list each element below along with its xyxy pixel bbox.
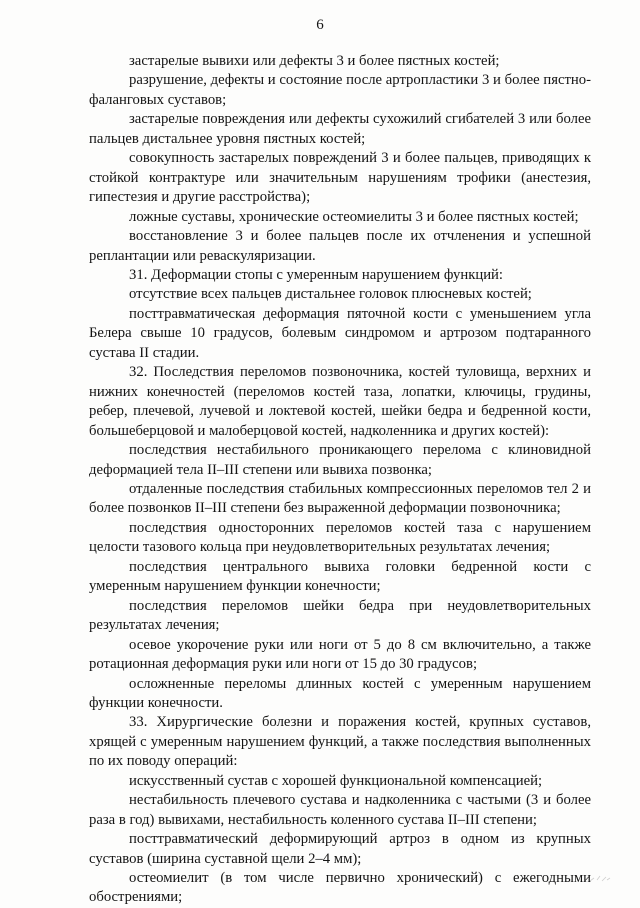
paragraph: совокупность застарелых повреждений 3 и более пальцев, приводящих к стойкой контрактуре или значительным нарушениям трофики (анестезия, гипестезия и другие расстройства); [89, 150, 591, 206]
paragraph: восстановление 3 и более пальцев после их отчленения и успешной реплантации или реваскуляризации. [89, 228, 591, 264]
document-body [89, 52, 591, 908]
paragraph: последствия центрального вывиха головки бедренной кости с умеренным нарушением функции конечности; [89, 558, 591, 595]
paragraph: посттравматический деформирующий артроз в одном из крупных суставов (ширина суставной щели 2–4 мм); [89, 831, 591, 867]
section-heading-33: 33. Хирургические болезни и поражения костей, крупных суставов, хрящей с умеренным нарушением функций, а также последствия выполненных по их поводу операций: [89, 714, 591, 770]
paragraph: разрушение, дефекты и состояние после артропластики 3 и более пястно-фаланговых суставов; [89, 72, 591, 108]
paragraph: посттравматическая деформация пяточной кости с уменьшением угла Белера свыше 10 градусов, болевым синдромом и артрозом подтаранного сустава II стадии. [89, 305, 591, 361]
paragraph: ложные суставы, хронические остеомиелиты 3 и более пястных костей; [129, 208, 579, 225]
section-heading-31: 31. Деформации стопы с умеренным нарушением функций: [129, 266, 503, 283]
page-number: 6 [316, 17, 324, 33]
paragraph: последствия нестабильного проникающего перелома с клиновидной деформацией тела II–III степени или вывиха позвонка; [89, 442, 591, 478]
paragraph: застарелые вывихи или дефекты 3 и более пястных костей; [129, 53, 500, 69]
paragraph: остеомиелит (в том числе первично хронический) с ежегодными обострениями; [89, 870, 591, 906]
paragraph: осевое укорочение руки или ноги от 5 до 8 см включительно, а также ротационная деформация руки или ноги от 15 до 30 градусов; [89, 636, 591, 673]
scan-artifact-mark [588, 872, 612, 884]
paragraph: отсутствие всех пальцев дистальнее головок плюсневых костей; [129, 286, 532, 303]
paragraph: осложненные переломы длинных костей с умеренным нарушением функции конечности. [89, 675, 591, 711]
paragraph: застарелые повреждения или дефекты сухожилий сгибателей 3 или более пальцев дистальнее уровня пястных костей; [89, 111, 591, 147]
paragraph: последствия односторонних переломов костей таза с нарушением целости тазового кольца при неудовлетворительных результатах лечения; [89, 519, 591, 556]
paragraph: отдаленные последствия стабильных компрессионных переломов тел 2 и более позвонков II–III степени без выраженной деформации позвоночника; [89, 480, 591, 517]
paragraph: искусственный сустав с хорошей функциональной компенсацией; [129, 772, 543, 789]
paragraph: нестабильность плечевого сустава и надколенника с частыми (3 и более раза в год) вывихами, нестабильность коленного сустава II–III степени; [89, 792, 591, 828]
section-heading-32: 32. Последствия переломов позвоночника, костей туловища, верхних и нижних конечностей (переломов костей таза, лопатки, ключицы, грудины, ребер, плечевой, лучевой и локтевой костей, шейки бедра и бедренной кости, большеберцовой и малоберцовой костей, надколенника и других костей): [89, 364, 591, 439]
paragraph: последствия переломов шейки бедра при неудовлетворительных результатах лечения; [89, 597, 591, 634]
